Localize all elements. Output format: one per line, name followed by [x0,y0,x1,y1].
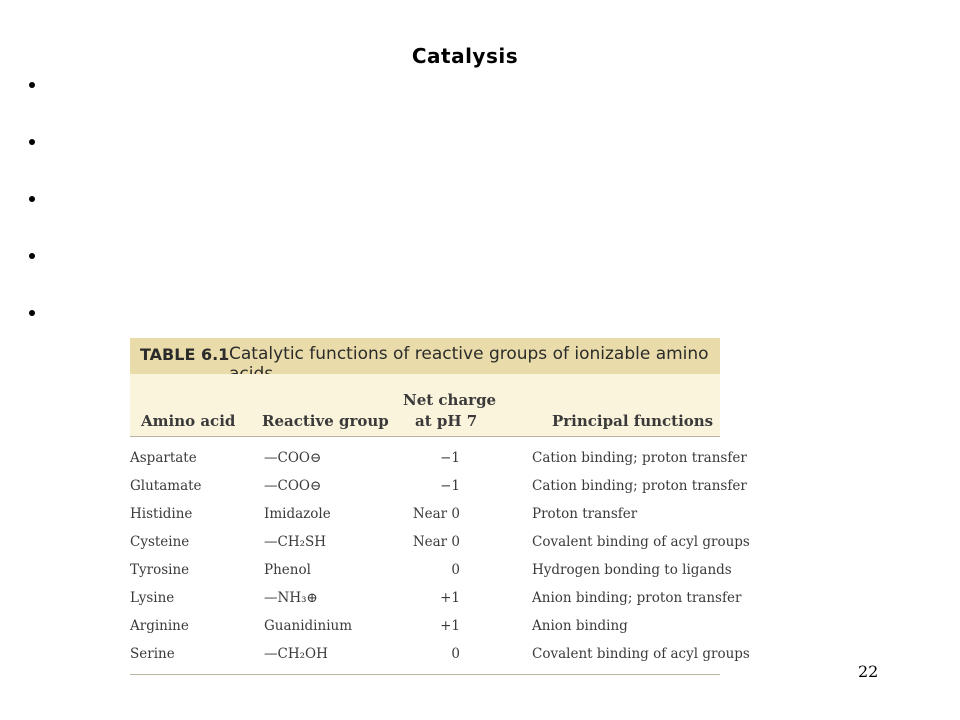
cell-net-charge: 0 [451,646,460,662]
table-row [130,612,720,640]
cell-amino-acid: Arginine [130,618,189,634]
cell-reactive-group: —COO⊖ [264,450,322,466]
cell-function: Covalent binding of acyl groups [532,534,750,550]
bottom-rule [130,674,720,675]
bullet-point [29,196,35,202]
table-row [130,472,747,500]
header-net-charge-line2: at pH 7 [415,412,478,430]
cell-function: Anion binding [532,618,628,634]
cell-reactive-group: —COO⊖ [264,478,322,494]
bullet-point [29,139,35,145]
slide-title: Catalysis [411,44,519,68]
table-row [130,640,750,668]
cell-amino-acid: Cysteine [130,534,190,550]
cell-function: Hydrogen bonding to ligands [532,562,732,578]
cell-function: Cation binding; proton transfer [532,450,747,466]
table-row [130,500,720,528]
bullet-point [29,82,35,88]
cell-function: Covalent binding of acyl groups [532,646,750,662]
table-caption-band [130,338,720,374]
cell-function: Proton transfer [532,506,638,522]
cell-function: Cation binding; proton transfer [532,478,747,494]
cell-reactive-group: —CH₂SH [264,534,327,550]
bullet-point [29,253,35,259]
cell-net-charge: −1 [440,478,460,494]
header-net-charge-line1: Net charge [403,391,497,409]
cell-amino-acid: Lysine [130,590,175,606]
cell-reactive-group: Imidazole [264,506,331,522]
cell-function: Anion binding; proton transfer [532,590,742,606]
cell-amino-acid: Glutamate [130,478,202,494]
cell-amino-acid: Histidine [130,506,193,522]
cell-reactive-group: Guanidinium [264,618,353,634]
cell-net-charge: +1 [440,590,460,606]
cell-amino-acid: Serine [130,646,175,662]
table-number: TABLE 6.1 [140,345,230,364]
cell-reactive-group: —NH₃⊕ [264,590,318,606]
header-principal-functions: Principal functions [552,412,714,430]
header-reactive-group: Reactive group [262,412,389,430]
cell-net-charge: Near 0 [412,534,460,550]
cell-amino-acid: Tyrosine [130,562,190,578]
cell-net-charge: Near 0 [412,506,460,522]
cell-amino-acid: Aspartate [130,450,197,466]
page-number: 22 [858,662,879,681]
table-row [130,556,732,584]
cell-net-charge: 0 [451,562,460,578]
header-rule [130,436,720,437]
table-row [130,584,742,612]
table-row [130,528,750,556]
bullet-point [29,310,35,316]
table-header [130,374,720,436]
cell-reactive-group: —CH₂OH [264,646,328,662]
header-amino-acid: Amino acid [141,412,236,430]
cell-reactive-group: Phenol [264,562,311,578]
table-row [130,444,747,472]
table-figure [130,338,750,678]
cell-net-charge: +1 [440,618,460,634]
table-caption: Catalytic functions of reactive groups of ionizable amino [229,344,709,364]
cell-net-charge: −1 [440,450,460,466]
